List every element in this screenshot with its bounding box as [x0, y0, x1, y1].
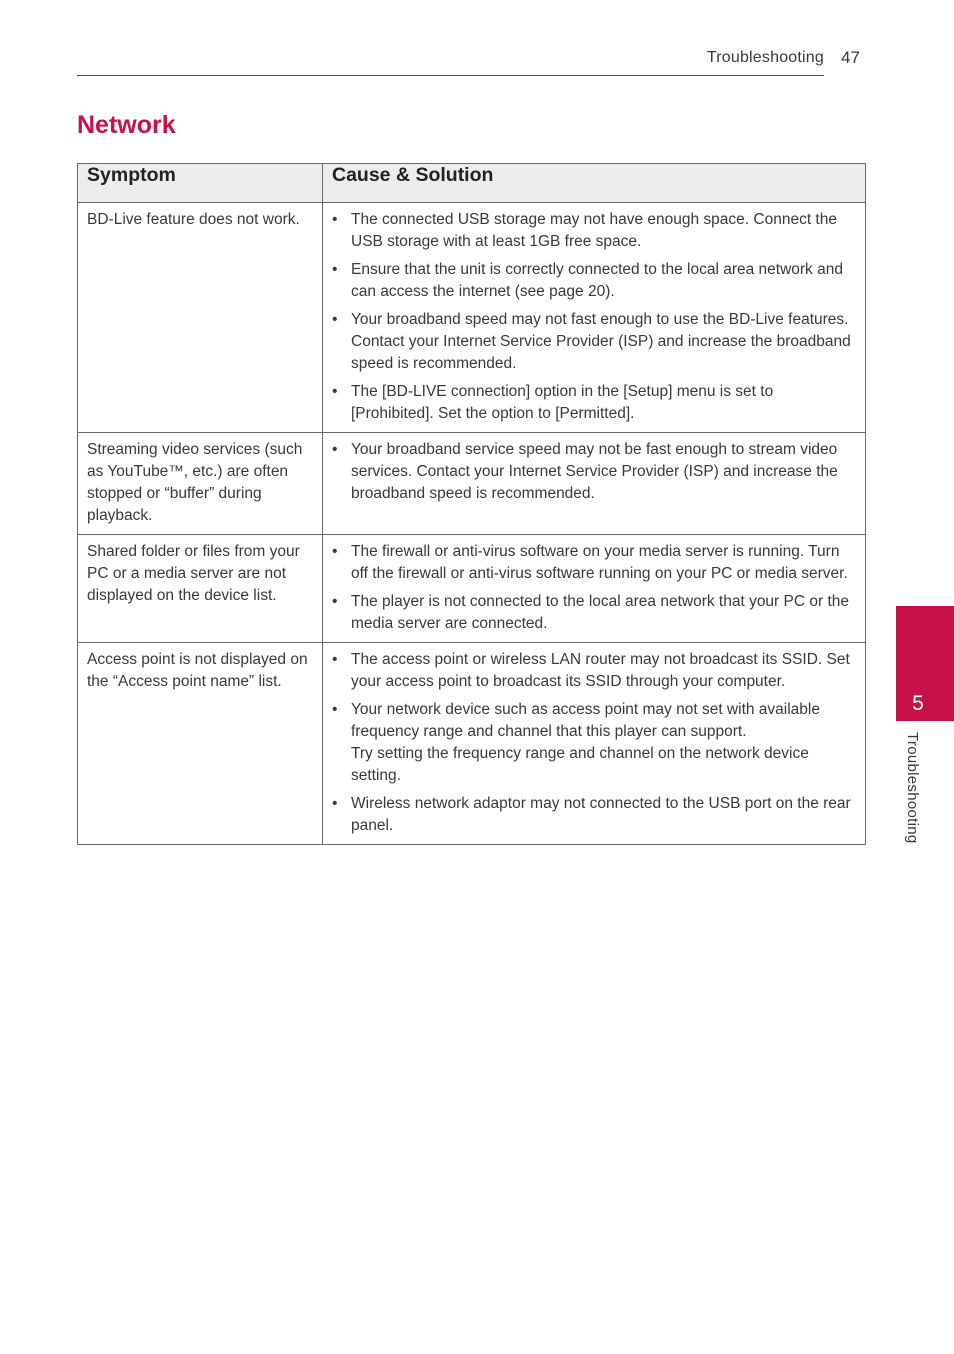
cause-item-text: The access point or wireless LAN router may not broadcast its SSID. Set your access point to broadcast its SSID through your computer. [351, 651, 850, 690]
column-header-symptom: Symptom [78, 164, 323, 203]
cause-item: • Your broadband speed may not fast enough to use the BD-Live features. Contact your Internet Service Provider (ISP) and increase the broadband speed is recommended. [332, 309, 856, 375]
cause-item: • The connected USB storage may not have enough space. Connect the USB storage with at least 1GB free space. [332, 209, 856, 253]
table-header-row [78, 164, 866, 203]
cause-item-text: Your network device such as access point may not set with available frequency range and channel that this player can support. [351, 701, 820, 740]
chapter-tab [896, 606, 954, 721]
running-header-section: Troubleshooting [706, 49, 824, 66]
symptom-cell [78, 203, 323, 433]
cause-solution-cell [323, 643, 866, 845]
chapter-label: Troubleshooting [904, 732, 921, 844]
symptom-cell [78, 433, 323, 535]
symptom-cell [78, 643, 323, 845]
cause-item [332, 793, 856, 837]
cause-item: • The player is not connected to the local area network that your PC or the media server are connected. [332, 591, 856, 635]
cause-list [332, 541, 856, 635]
cause-item-continuation: Try setting the frequency range and channel on the network device setting. [351, 745, 809, 784]
table-row [78, 535, 866, 643]
column-header-cause-solution: Cause & Solution [323, 164, 866, 203]
cause-solution-cell [323, 433, 866, 535]
cause-list [332, 209, 856, 425]
table-row [78, 643, 866, 845]
symptom-text: Shared folder or files from your PC or a media server are not displayed on the device list. [87, 543, 300, 604]
symptom-text: BD-Live feature does not work. [87, 211, 300, 228]
page-number: 47 [841, 48, 860, 67]
page-title: Network [77, 111, 176, 139]
cause-item [332, 699, 856, 787]
header-rule [77, 75, 824, 76]
cause-item: • The [BD-LIVE connection] option in the [Setup] menu is set to [Prohibited]. Set the option to [Permitted]. [332, 381, 856, 425]
table-row [78, 433, 866, 535]
cause-item: • Ensure that the unit is correctly connected to the local area network and can access the internet (see page 20). [332, 259, 856, 303]
table-row [78, 203, 866, 433]
cause-solution-cell [323, 535, 866, 643]
cause-item [332, 649, 856, 693]
cause-item-text: Wireless network adaptor may not connected to the USB port on the rear panel. [351, 795, 851, 834]
cause-item: • The firewall or anti-virus software on your media server is running. Turn off the firewall or anti-virus software running on your PC or media server. [332, 541, 856, 585]
symptom-text: Streaming video services (such as YouTube™, etc.) are often stopped or “buffer” during playback. [87, 441, 303, 524]
cause-item: • Your broadband service speed may not be fast enough to stream video services. Contact your Internet Service Provider (ISP) and increase the broadband speed is recommended. [332, 439, 856, 505]
cause-solution-cell [323, 203, 866, 433]
troubleshooting-table [77, 163, 866, 845]
cause-list [332, 649, 856, 837]
symptom-text: Access point is not displayed on the “Access point name” list. [87, 651, 308, 690]
symptom-cell [78, 535, 323, 643]
cause-list [332, 439, 856, 505]
chapter-number: 5 [912, 692, 924, 715]
